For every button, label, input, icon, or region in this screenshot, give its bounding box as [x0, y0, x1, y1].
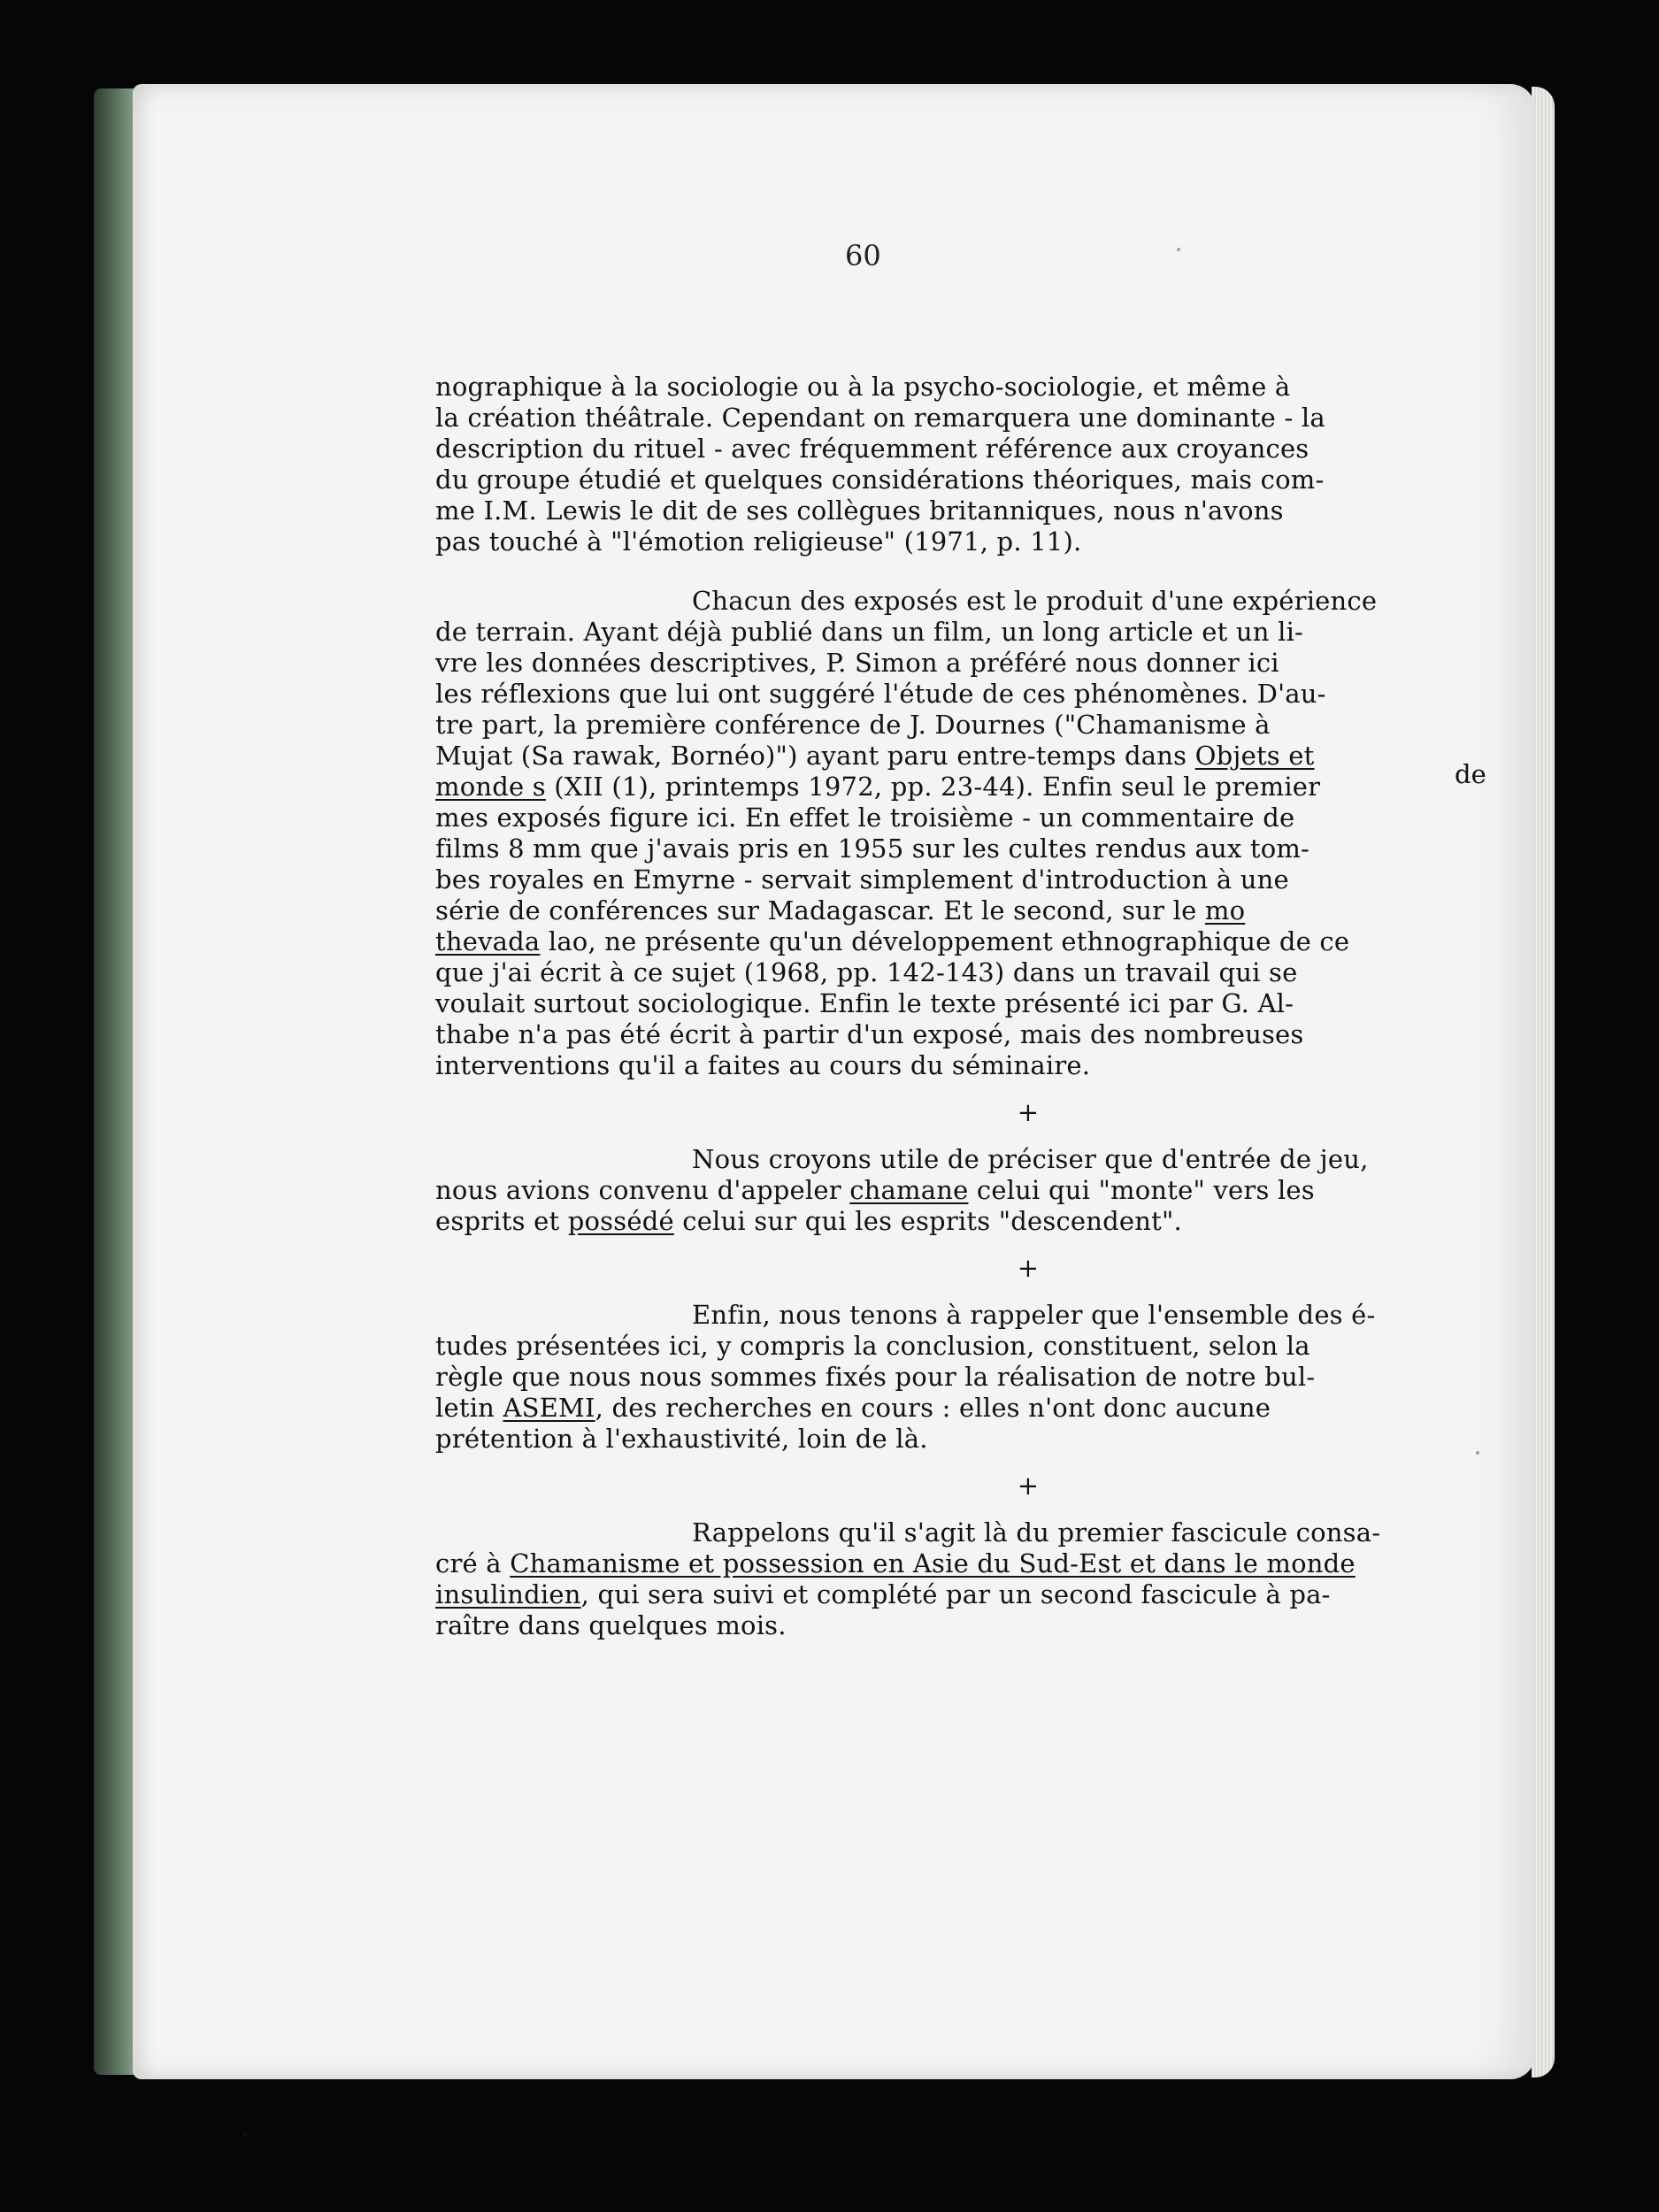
paragraph-2 — [435, 586, 1488, 1081]
paragraph-4 — [435, 1300, 1488, 1455]
separator-plus: + — [1017, 1097, 1040, 1127]
underlined-journal-title: Objets et — [1194, 741, 1315, 771]
text-line: Nous croyons utile de préciser que d'entrée de jeu, — [692, 1144, 1369, 1174]
underlined-term: possédé — [567, 1206, 674, 1236]
text-line: bes royales en Emyrne - servait simplement d'introduction à une — [435, 864, 1289, 895]
text-line: du groupe étudié et quelques considérations théoriques, mais com- — [435, 465, 1325, 495]
underlined-journal-title: monde s — [435, 772, 546, 802]
underlined-term: chamane — [849, 1175, 969, 1205]
text-line: Enfin, nous tenons à rappeler que l'ensemble des é- — [692, 1300, 1376, 1330]
margin-annotation: de — [1455, 759, 1486, 789]
text-line — [435, 1579, 1488, 1610]
text-segment: , qui sera suivi et complété par un second fascicule à pa- — [580, 1579, 1331, 1609]
text-segment: celui qui "monte" vers les — [968, 1175, 1315, 1205]
underlined-title: insulindien — [435, 1579, 581, 1609]
dust-speck — [1476, 1451, 1479, 1455]
dust-speck — [1177, 248, 1180, 251]
text-line: voulait surtout sociologique. Enfin le texte présenté ici par G. Al- — [435, 988, 1294, 1018]
text-line: la création théâtrale. Cependant on remarquera une dominante - la — [435, 403, 1325, 433]
page-number: 60 — [845, 239, 881, 273]
text-segment: série de conférences sur Madagascar. Et le second, sur le — [435, 895, 1205, 926]
text-line: thabe n'a pas été écrit à partir d'un exposé, mais des nombreuses — [435, 1019, 1304, 1049]
dust-speck — [243, 2132, 247, 2136]
separator-plus: + — [1017, 1253, 1040, 1283]
text-segment: , des recherches en cours : elles n'ont donc aucune — [595, 1393, 1271, 1423]
text-line — [435, 1206, 1488, 1237]
underlined-term: thevada — [435, 926, 541, 956]
text-line: pas touché à "l'émotion religieuse" (1971, p. 11). — [435, 526, 1082, 557]
paragraph-1 — [435, 372, 1488, 557]
body-text — [435, 372, 1488, 1641]
text-segment: Mujat (Sa rawak, Bornéo)") ayant paru entre-temps dans — [435, 741, 1195, 771]
text-line: raître dans quelques mois. — [435, 1610, 787, 1640]
text-line: de terrain. Ayant déjà publié dans un film, un long article et un li- — [435, 617, 1304, 647]
text-line: interventions qu'il a faites au cours du séminaire. — [435, 1050, 1091, 1080]
text-line — [435, 772, 1488, 803]
text-segment: cré à — [435, 1548, 511, 1578]
text-line — [435, 1548, 1488, 1579]
text-line: nographique à la sociologie ou à la psycho-sociologie, et même à — [435, 372, 1291, 402]
underlined-term: mo — [1204, 895, 1246, 926]
text-line: les réflexions que lui ont suggéré l'étude de ces phénomènes. D'au- — [435, 679, 1326, 709]
text-line: mes exposés figure ici. En effet le troisième - un commentaire de — [435, 803, 1295, 833]
text-line: vre les données descriptives, P. Simon a préféré nous donner ici — [435, 648, 1279, 678]
text-segment: letin — [435, 1393, 503, 1423]
separator-plus: + — [1017, 1471, 1040, 1501]
paragraph-3 — [435, 1144, 1488, 1237]
paragraph-5 — [435, 1517, 1488, 1641]
text-line: me I.M. Lewis le dit de ses collègues britanniques, nous n'avons — [435, 495, 1284, 526]
text-segment: celui sur qui les esprits "descendent". — [673, 1206, 1182, 1236]
text-line — [435, 926, 1488, 957]
text-line: tudes présentées ici, y compris la conclusion, constituent, selon la — [435, 1331, 1310, 1361]
text-line: tre part, la première conférence de J. Dournes ("Chamanisme à — [435, 710, 1271, 740]
text-line — [435, 895, 1488, 926]
text-line — [435, 741, 1488, 772]
text-line: description du rituel - avec fréquemment référence aux croyances — [435, 434, 1310, 464]
text-segment: nous avions convenu d'appeler — [435, 1175, 850, 1205]
text-line: Rappelons qu'il s'agit là du premier fascicule consa- — [692, 1517, 1381, 1548]
text-line: prétention à l'exhaustivité, loin de là. — [435, 1424, 928, 1454]
text-line: Chacun des exposés est le produit d'une expérience — [692, 586, 1378, 616]
text-segment: (XII (1), printemps 1972, pp. 23-44). Enfin seul le premier — [545, 772, 1321, 802]
text-line: films 8 mm que j'avais pris en 1955 sur les cultes rendus aux tom- — [435, 833, 1310, 864]
text-segment: lao, ne présente qu'un développement ethnographique de ce — [540, 926, 1350, 956]
underlined-title: Chamanisme et possession en Asie du Sud-Est et dans le monde — [510, 1548, 1356, 1578]
text-line — [435, 1393, 1488, 1424]
text-line: que j'ai écrit à ce sujet (1968, pp. 142-143) dans un travail qui se — [435, 957, 1298, 987]
underlined-term: ASEMI — [503, 1393, 595, 1423]
text-segment: esprits et — [435, 1206, 568, 1236]
text-line: règle que nous nous sommes fixés pour la réalisation de notre bul- — [435, 1362, 1316, 1392]
text-line — [435, 1175, 1488, 1206]
